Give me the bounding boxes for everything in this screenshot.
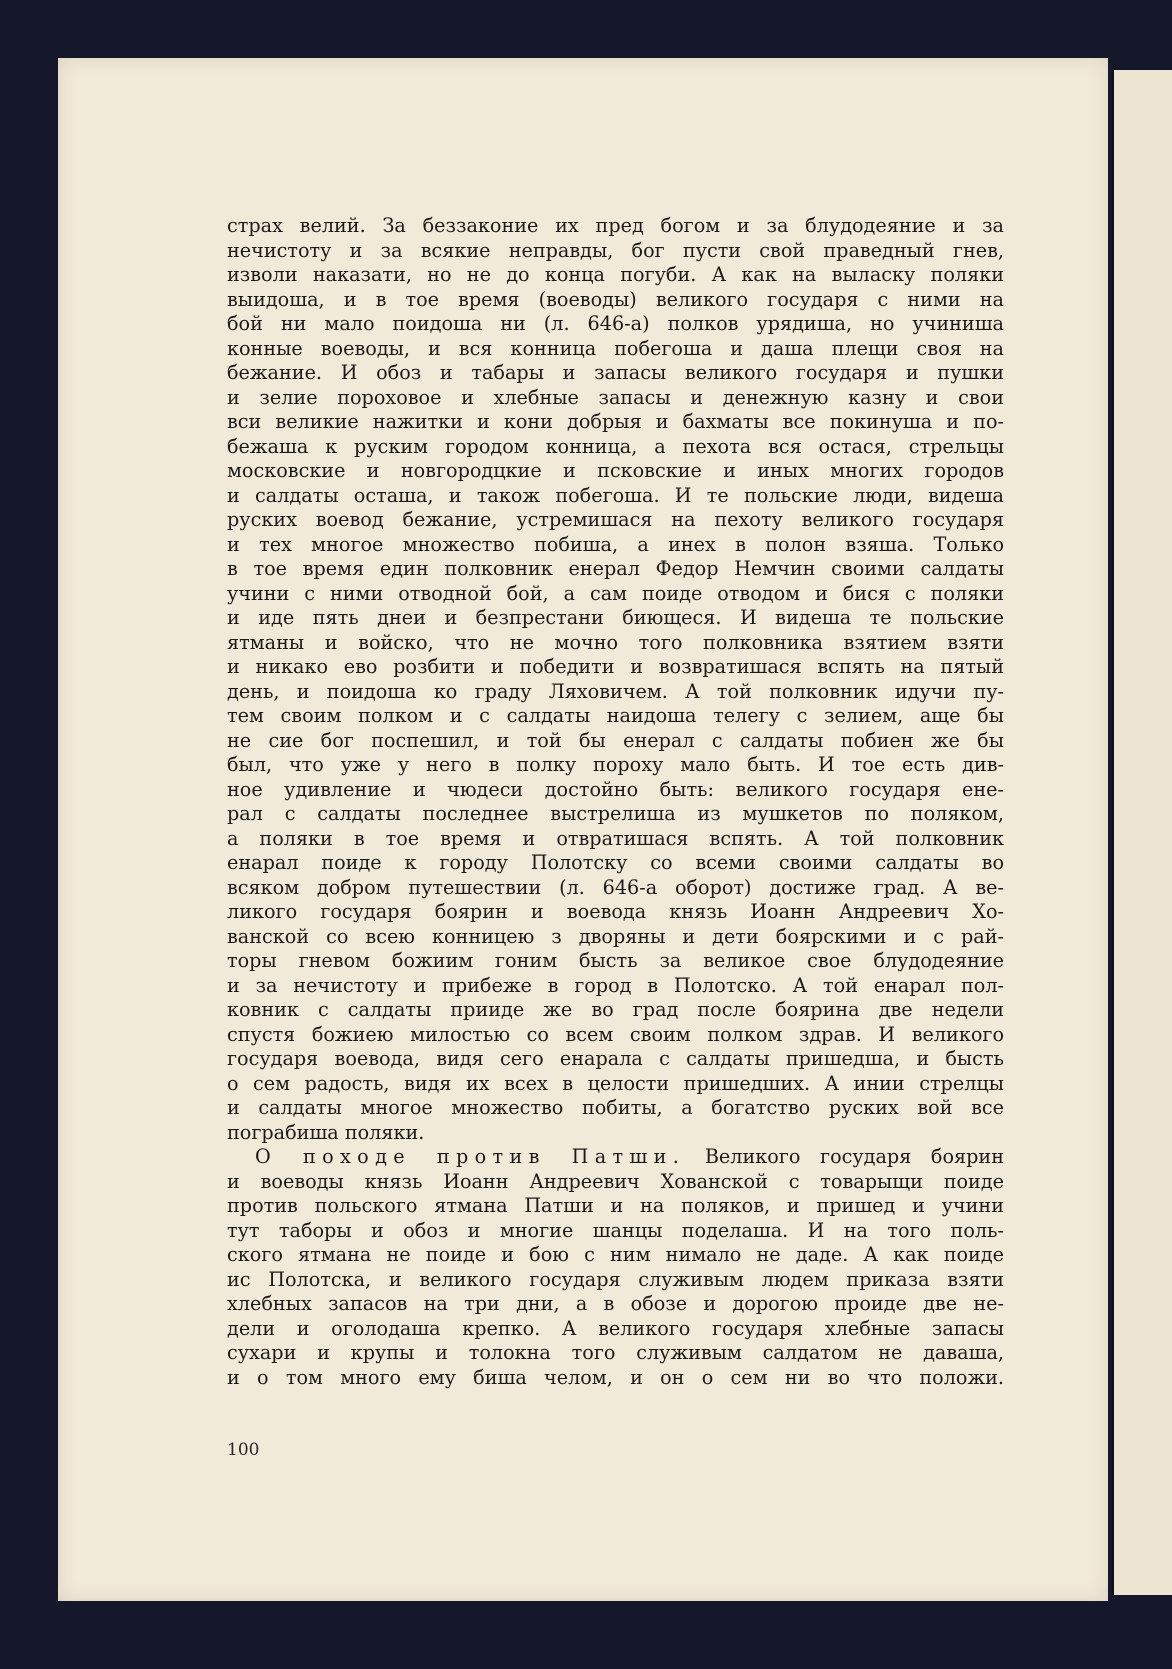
text-line: рал с салдаты последнее выстрелиша из мушкетов по поляком, [227, 802, 1004, 825]
text-line: московские и новгородцкие и псковские и иных многих городов [227, 459, 1004, 482]
text-line: а поляки в тое время и отвратишася вспять. А той полковник [227, 826, 1004, 850]
text-line: государя воевода, видя сего енарала с салдаты пришедша, и бысть [227, 1047, 1004, 1070]
text-line: ное удивление и чюдеси достойно быть: великого государя ене- [227, 777, 1004, 801]
text-line: изволи наказати, но не до конца погуби. А как на выласку поляки [227, 263, 1004, 286]
text-line: страх велий. За беззаконие их пред богом и за блудодеяние и за [227, 214, 1004, 237]
text-line: и зелие пороховое и хлебные запасы и денежную казну и свои [227, 385, 1004, 409]
text-line: тем своим полком и с салдаты наидоша телегу с зелием, аще бы [227, 704, 1004, 727]
next-page-edge [1112, 70, 1172, 1595]
text-line: и иде пять днеи и безпрестани биющеся. И видеша те польские [227, 606, 1004, 629]
text-line: руских воевод бежание, устремишася на пехоту великого государя [227, 508, 1004, 531]
page-text [227, 214, 1004, 1390]
text-line: пограбиша поляки. [227, 1120, 425, 1144]
text-line: и никако ево розбити и победити и возвратишася вспять на пятый [227, 655, 1004, 678]
text-line: ис Полотска, и великого государя служивым людем приказа взяти [227, 1267, 1004, 1291]
text-line: енарал поиде к городу Полотску со всеми своими салдаты во [227, 851, 1004, 874]
text-line: ликого государя боярин и воевода князь Иоанн Андреевич Хо- [227, 900, 1004, 923]
text-line: и воеводы князь Иоанн Андреевич Хованской с товарыщи поиде [227, 1169, 1004, 1193]
text-line: бежаша к руским городом конница, а пехота вся остася, стрельцы [227, 434, 1004, 458]
text-line: день, и поидоша ко граду Ляховичем. А той полковник идучи пу- [227, 679, 1004, 703]
text-line: выидоша, и в тое время (воеводы) великого государя с ними на [227, 287, 1004, 311]
text-line: был, что уже у него в полку пороху мало быть. И тое есть див- [227, 753, 1004, 776]
text-line: и тех многое множество побиша, а инех в полон взяша. Только [227, 532, 1004, 556]
text-line: хлебных запасов на три дни, а в обозе и дорогою проиде две не- [227, 1292, 1004, 1315]
text-line: конные воеводы, и вся конница побегоша и даша плещи своя на [227, 336, 1004, 360]
text-line: о сем радость, видя их всех в целости пришедших. А инии стрелцы [227, 1071, 1004, 1095]
text-line: и о том много ему биша челом, и он о сем ни во что положи. [227, 1365, 1004, 1389]
text-line: в тое время един полковник енерал Федор Немчин своими салдаты [227, 557, 1004, 580]
text-line: ятманы и войско, что не мочно того полковника взятием взяти [227, 630, 1004, 654]
text-line: и салдаты осташа, и також побегоша. И те польские люди, видеша [227, 483, 1004, 507]
text-line: вси великие нажитки и кони добрыя и бахматы все покинуша и по- [227, 410, 1004, 433]
text-line: спустя божиею милостью со всем своим полком здрав. И великого [227, 1022, 1004, 1046]
text-line: торы гневом божиим гоним бысть за великое свое блудодеяние [227, 949, 1004, 972]
text-line: ванской со всею конницею з дворяны и дети боярскими и с рай- [227, 924, 1004, 948]
text-line: бой ни мало поидоша ни (л. 646-а) полков урядиша, но учиниша [227, 312, 1004, 335]
text-line: учини с ними отводной бой, а сам поиде отводом и бися с поляки [227, 581, 1004, 605]
paragraph-2-first-line [227, 1145, 1004, 1170]
paragraph-2 [227, 1145, 1004, 1390]
page-number: 100 [227, 1440, 260, 1460]
text-line: не сие бог поспешил, и той бы енерал с салдаты побиен же бы [227, 728, 1004, 752]
text-line: дели и оголодаша крепко. А великого государя хлебные запасы [227, 1316, 1004, 1340]
text-line: ковник с салдаты прииде же во град после боярина две недели [227, 998, 1004, 1021]
text-line: сухари и крупы и толокна того служивым салдатом не даваша, [227, 1341, 1004, 1364]
text-line: всяком добром путешествии (л. 646-а оборот) достиже град. А ве- [227, 875, 1004, 899]
paragraph-1 [227, 214, 1004, 1145]
text-line: нечистоту и за всякие неправды, бог пусти свой праведный гнев, [227, 238, 1004, 262]
text-line: и салдаты многое множество побиты, а богатство руских вой все [227, 1096, 1004, 1119]
text-line: против польского ятмана Патши и на поляков, и пришед и учини [227, 1194, 1004, 1217]
text-line: тут таборы и обоз и многие шанцы поделаша. И на того поль- [227, 1218, 1004, 1242]
paragraph-2-first-line-rest: Великого государя боярин [704, 1145, 1004, 1168]
section-heading: О походе против Патши. [255, 1145, 686, 1168]
text-line: ского ятмана не поиде и бою с ним нимало не даде. А как поиде [227, 1243, 1004, 1266]
text-line: и за нечистоту и прибеже в город в Полотско. А той енарал пол- [227, 973, 1004, 997]
text-line: бежание. И обоз и табары и запасы великого государя и пушки [227, 361, 1004, 384]
